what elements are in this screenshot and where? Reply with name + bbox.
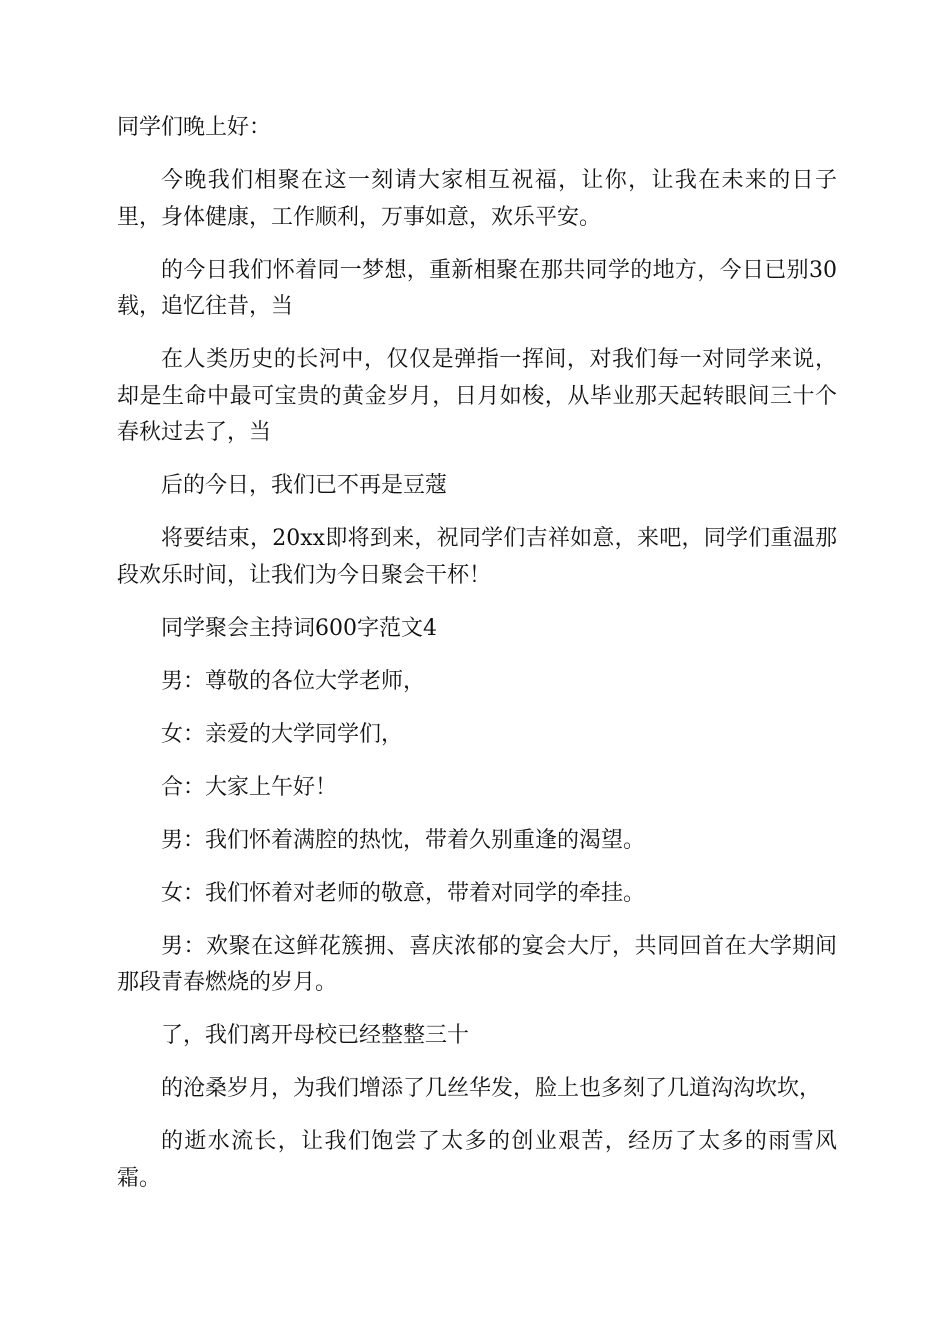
body-paragraph: 的沧桑岁月，为我们增添了几丝华发，脸上也多刻了几道沟沟坎坎，	[161, 1076, 822, 1101]
body-paragraph: 了，我们离开母校已经整整三十	[161, 1023, 470, 1048]
section-heading: 同学聚会主持词600字范文4	[161, 615, 437, 641]
document-body	[117, 110, 837, 1214]
dialogue-line: 女：我们怀着对老师的敬意，带着对同学的牵挂。	[161, 880, 646, 906]
body-paragraph: 的今日我们怀着同一梦想，重新相聚在那共同学的地方，今日已别30载，追忆往昔，当	[117, 257, 837, 319]
dialogue-line: 男：我们怀着满腔的热忱，带着久别重逢的渴望。	[161, 827, 646, 853]
dialogue-line: 女：亲爱的大学同学们，	[161, 721, 404, 747]
body-paragraph: 的逝水流长，让我们饱尝了太多的创业艰苦，经历了太多的雨雪风霜。	[117, 1129, 837, 1191]
dialogue-line: 男：欢聚在这鲜花簇拥、喜庆浓郁的宴会大厅，共同回首在大学期间那段青春燃烧的岁月。	[117, 933, 837, 995]
dialogue-line: 合：大家上午好！	[161, 774, 338, 800]
body-paragraph: 今晚我们相聚在这一刻请大家相互祝福，让你，让我在未来的日子里，身体健康，工作顺利，万事如意，欢乐平安。	[117, 168, 837, 230]
body-paragraph: 将要结束，20xx即将到来，祝同学们吉祥如意，来吧，同学们重温那段欢乐时间，让我们为今日聚会干杯！	[117, 526, 837, 588]
body-paragraph: 在人类历史的长河中，仅仅是弹指一挥间，对我们每一对同学来说，却是生命中最可宝贵的黄金岁月，日月如梭，从毕业那天起转眼间三十个春秋过去了，当	[117, 347, 837, 445]
greeting-paragraph: 同学们晚上好：	[117, 115, 272, 140]
body-paragraph: 后的今日，我们已不再是豆蔻	[161, 473, 448, 498]
dialogue-line: 男：尊敬的各位大学老师，	[161, 668, 426, 694]
